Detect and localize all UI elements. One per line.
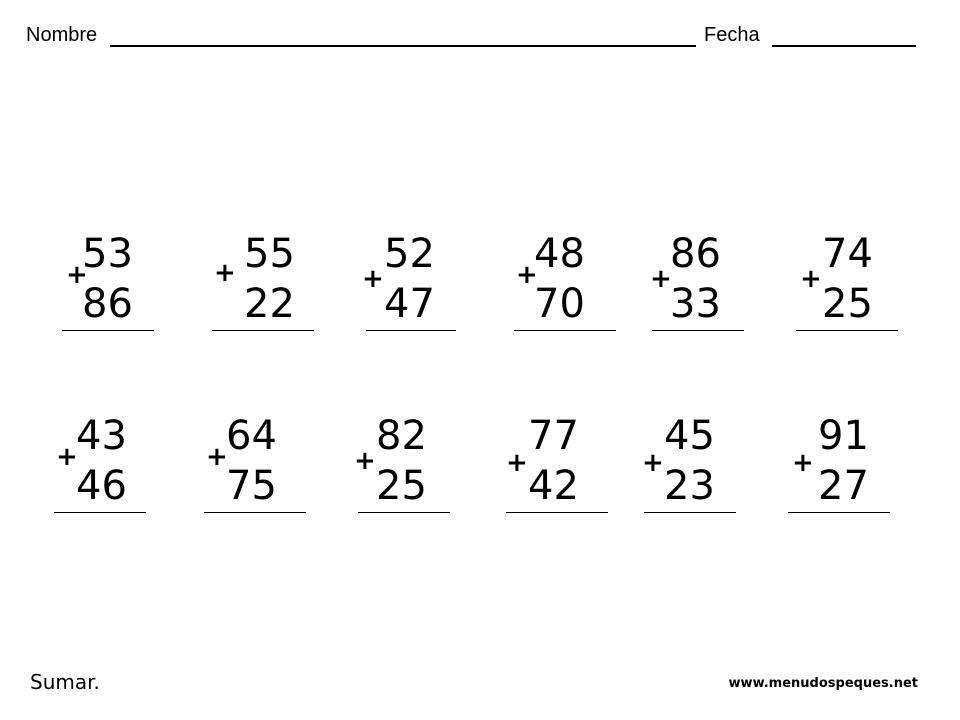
bottom-addend: 33	[670, 281, 721, 327]
bottom-addend: 75	[226, 463, 277, 509]
bottom-addend: 22	[244, 281, 295, 327]
top-addend: 53	[82, 231, 133, 277]
answer-line	[54, 512, 146, 513]
plus-sign: +	[516, 260, 538, 290]
plus-sign: +	[56, 442, 78, 472]
top-addend: 52	[384, 231, 435, 277]
bottom-addend: 46	[76, 463, 127, 509]
top-addend: 64	[226, 413, 277, 459]
name-blank-line	[110, 45, 696, 47]
plus-sign: +	[650, 264, 672, 294]
top-addend: 77	[528, 413, 579, 459]
bottom-addend: 25	[822, 281, 873, 327]
bottom-addend: 70	[534, 281, 585, 327]
answer-line	[358, 512, 450, 513]
answer-line	[204, 512, 306, 513]
website-credit: www.menudospeques.net	[728, 676, 918, 691]
answer-line	[514, 330, 616, 331]
top-addend: 91	[818, 413, 869, 459]
plus-sign: +	[362, 264, 384, 294]
top-addend: 45	[664, 413, 715, 459]
plus-sign: +	[354, 446, 376, 476]
instruction-text: Sumar.	[30, 670, 100, 694]
answer-line	[506, 512, 608, 513]
answer-line	[788, 512, 890, 513]
top-addend: 55	[244, 231, 295, 277]
answer-line	[366, 330, 456, 331]
top-addend: 74	[822, 231, 873, 277]
plus-sign: +	[506, 448, 528, 478]
plus-sign: +	[800, 264, 822, 294]
bottom-addend: 23	[664, 463, 715, 509]
date-label: Fecha	[704, 24, 760, 46]
bottom-addend: 27	[818, 463, 869, 509]
top-addend: 43	[76, 413, 127, 459]
top-addend: 86	[670, 231, 721, 277]
answer-line	[796, 330, 898, 331]
answer-line	[212, 330, 314, 331]
plus-sign: +	[642, 448, 664, 478]
bottom-addend: 47	[384, 281, 435, 327]
top-addend: 82	[376, 413, 427, 459]
bottom-addend: 25	[376, 463, 427, 509]
bottom-addend: 42	[528, 463, 579, 509]
date-blank-line	[772, 45, 916, 47]
plus-sign: +	[214, 258, 236, 288]
plus-sign: +	[66, 260, 88, 290]
top-addend: 48	[534, 231, 585, 277]
answer-line	[62, 330, 154, 331]
answer-line	[652, 330, 744, 331]
name-label: Nombre	[26, 24, 98, 46]
bottom-addend: 86	[82, 281, 133, 327]
worksheet-header	[26, 22, 918, 50]
plus-sign: +	[792, 448, 814, 478]
answer-line	[644, 512, 736, 513]
plus-sign: +	[206, 442, 228, 472]
